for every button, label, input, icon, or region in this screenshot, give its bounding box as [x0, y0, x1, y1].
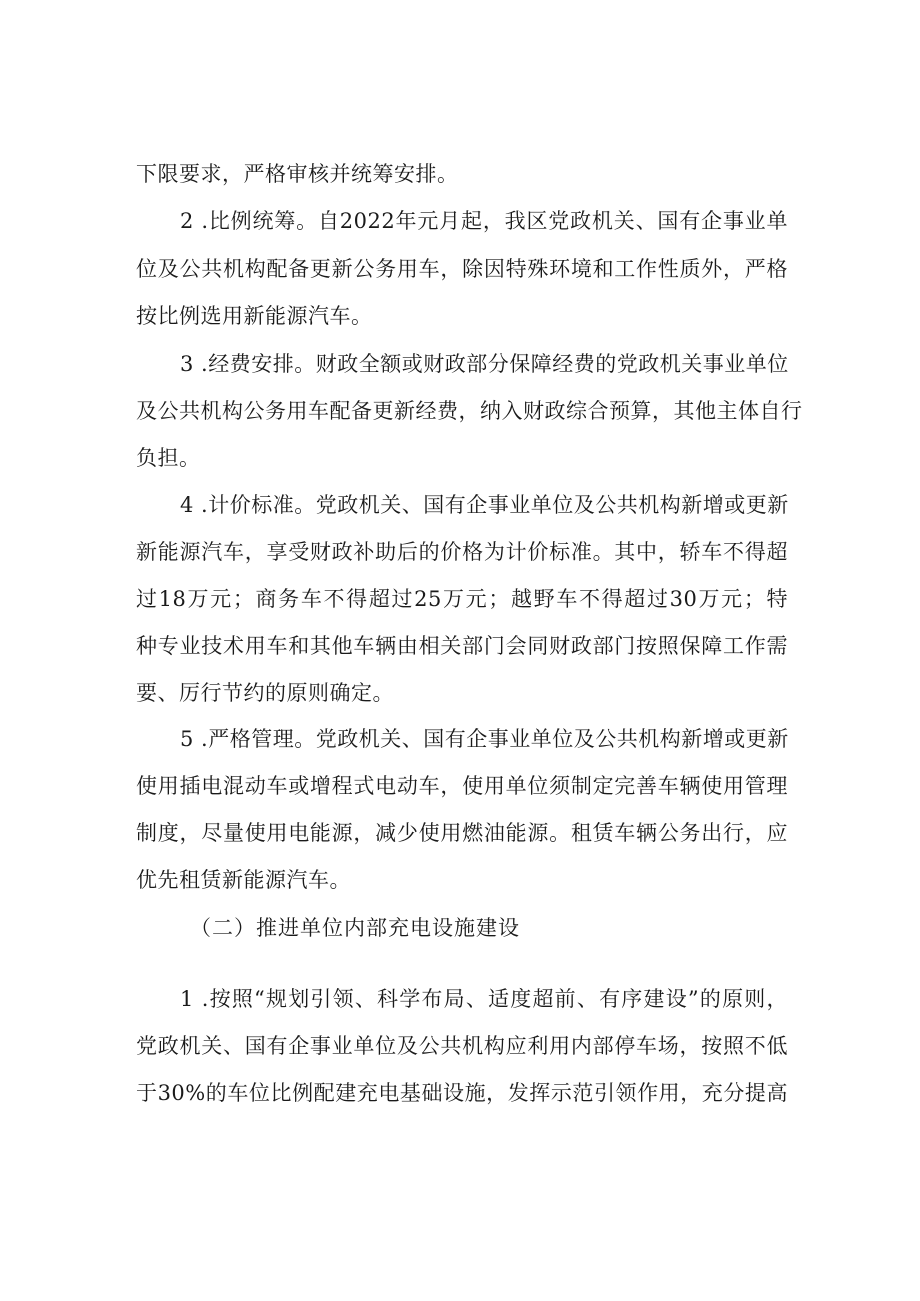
text-line: 制度，尽量使用电能源，减少使用燃油能源。租赁车辆公务出行，应 — [136, 821, 788, 845]
text-line: 过18万元；商务车不得超过25万元；越野车不得超过30万元；特 — [136, 587, 788, 611]
text-line: 5 .严格管理。党政机关、国有企事业单位及公共机构新增或更新 — [180, 727, 789, 751]
text-line: 负担。 — [136, 446, 201, 470]
text-line: 及公共机构公务用车配备更新经费，纳入财政综合预算，其他主体自行 — [136, 399, 803, 423]
text-line: 2 .比例统筹。自2022年元月起，我区党政机关、国有企事业单 — [180, 209, 788, 233]
section-heading: （二）推进单位内部充电设施建设 — [190, 916, 520, 940]
text-line: 要、厉行节约的原则确定。 — [136, 681, 394, 705]
text-line: 3 .经费安排。财政全额或财政部分保障经费的党政机关事业单位 — [180, 352, 789, 376]
text-line: 优先租赁新能源汽车。 — [136, 868, 351, 892]
text-line: 于30%的车位比例配建充电基础设施，发挥示范引领作用，充分提高 — [136, 1081, 788, 1105]
text-line: 新能源汽车，享受财政补助后的价格为计价标准。其中，轿车不得超 — [136, 540, 788, 564]
text-line: 种专业技术用车和其他车辆由相关部门会同财政部门按照保障工作需 — [136, 634, 788, 658]
text-line: 4 .计价标准。党政机关、国有企事业单位及公共机构新增或更新 — [180, 493, 789, 517]
text-line: 下限要求，严格审核并统筹安排。 — [136, 162, 459, 186]
text-line: 党政机关、国有企事业单位及公共机构应利用内部停车场，按照不低 — [136, 1034, 788, 1058]
text-line: 按比例选用新能源汽车。 — [136, 304, 373, 328]
text-line: 1 .按照“规划引领、科学布局、适度超前、有序建设”的原则， — [180, 987, 788, 1011]
text-line: 使用插电混动车或增程式电动车，使用单位须制定完善车辆使用管理 — [136, 774, 788, 798]
text-line: 位及公共机构配备更新公务用车，除因特殊环境和工作性质外，严格 — [136, 257, 788, 281]
